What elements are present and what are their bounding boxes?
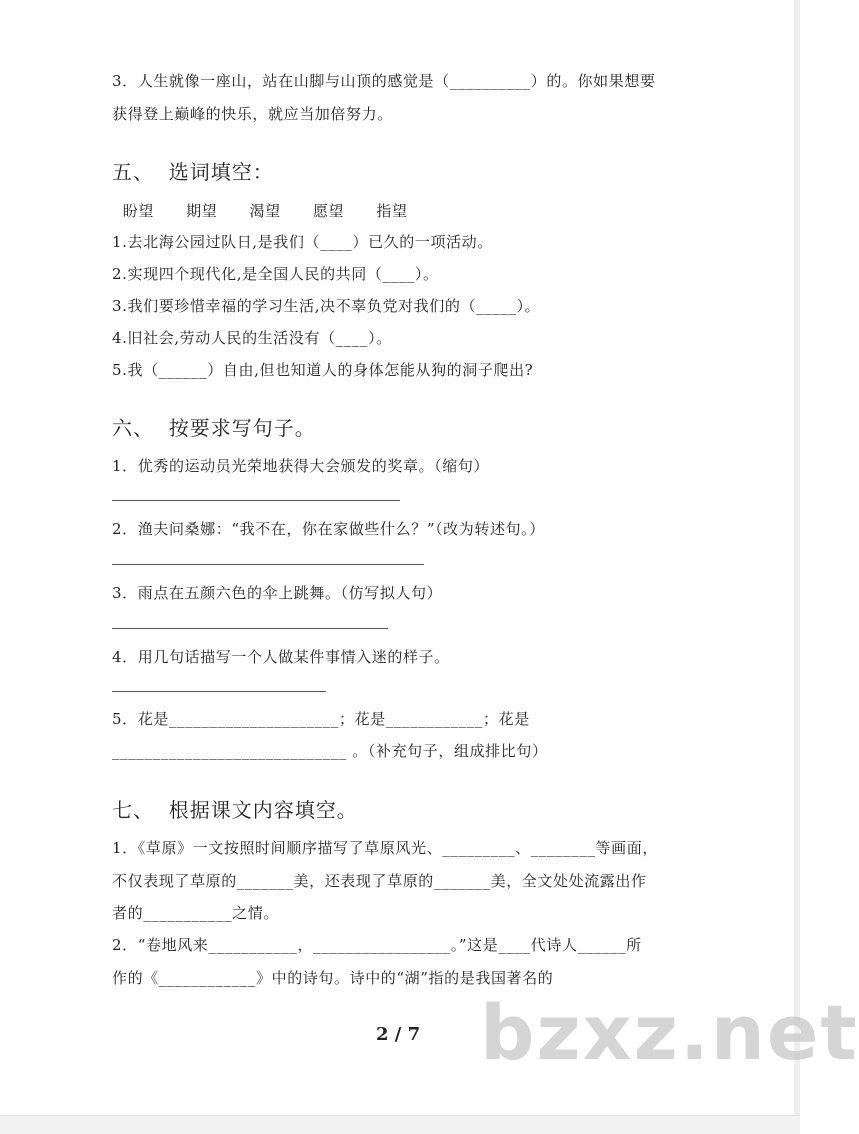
section-5-item-3: 3.我们要珍惜幸福的学习生活,决不辜负党对我们的（_____）。 <box>112 297 541 315</box>
page-bottom-edge <box>0 1115 800 1134</box>
section-5-item-5: 5.我（______）自由,但也知道人的身体怎能从狗的洞子爬出? <box>112 361 534 379</box>
section-7-line-3: 者的___________之情。 <box>112 904 280 922</box>
question-3-line-1: 3．人生就像一座山，站在山脚与山顶的感觉是（__________）的。你如果想要 <box>112 72 656 90</box>
section-6-item-5-line-1: 5．花是_____________________；花是____________；花是 <box>112 710 530 728</box>
section-5-heading: 五、 选词填空： <box>112 160 274 184</box>
answer-line[interactable] <box>112 564 424 565</box>
section-7-line-5: 作的《____________》中的诗句。诗中的“湖”指的是我国著名的 <box>112 969 554 987</box>
question-3-line-2: 获得登上巅峰的快乐，就应当加倍努力。 <box>112 105 393 123</box>
answer-line[interactable] <box>112 691 326 692</box>
section-7-heading: 七、 根据课文内容填空。 <box>112 798 358 822</box>
section-7-line-4: 2．“卷地风来___________，_________________。”这是____代诗人______所 <box>112 936 642 954</box>
section-6-item-4: 4．用几句话描写一个人做某件事情入迷的样子。 <box>112 648 450 666</box>
section-6-item-3: 3．雨点在五颜六色的伞上跳舞。（仿写拟人句） <box>112 584 443 602</box>
page-right-edge <box>794 0 800 1134</box>
word-bank: 盼望 期望 渴望 愿望 指望 <box>112 202 408 220</box>
section-6-heading: 六、 按要求写句子。 <box>112 416 316 440</box>
section-6-item-5-line-2: _____________________________ 。（补充句子，组成排比句） <box>112 742 548 760</box>
section-6-item-1: 1．优秀的运动员光荣地获得大会颁发的奖章。（缩句） <box>112 457 490 475</box>
section-5-item-4: 4.旧社会,劳动人民的生活没有（____）。 <box>112 329 392 347</box>
section-5-item-2: 2.实现四个现代化,是全国人民的共同（____）。 <box>112 265 439 283</box>
page-number: 2 / 7 <box>376 1024 421 1045</box>
section-6-item-2: 2．渔夫问桑娜：“我不在，你在家做些什么？”（改为转述句。） <box>112 520 545 538</box>
section-7-line-2: 不仅表现了草原的_______美，还表现了草原的_______美，全文处处流露出作 <box>112 872 647 890</box>
answer-line[interactable] <box>112 628 388 629</box>
section-7-line-1: 1．《草原》一文按照时间顺序描写了草原风光、_________、________等画面， <box>112 839 658 857</box>
answer-line[interactable] <box>112 500 400 501</box>
watermark: bzxz.net <box>480 988 859 1077</box>
section-5-item-1: 1.去北海公园过队日,是我们（____）已久的一项活动。 <box>112 233 493 251</box>
